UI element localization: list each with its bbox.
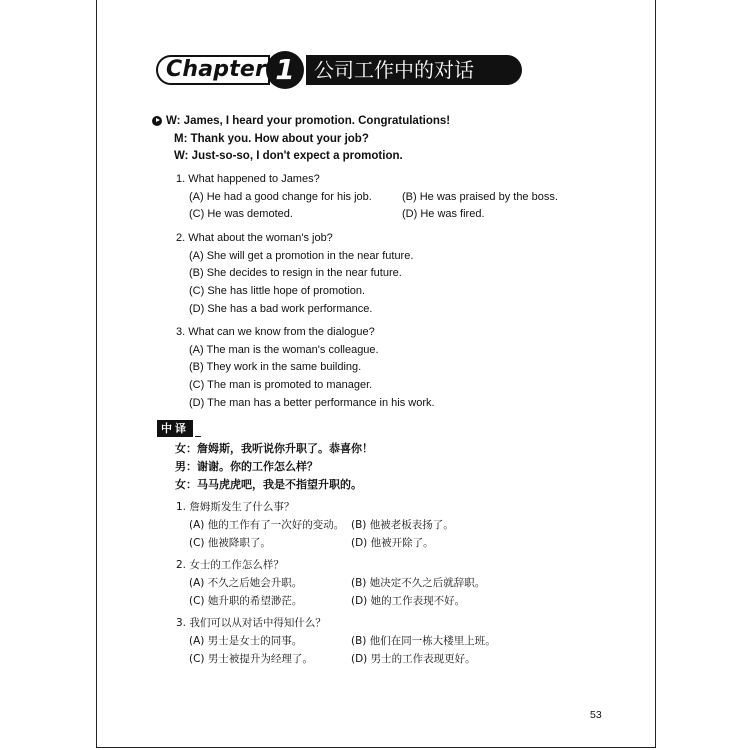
option-d: (D) 男士的工作表现更好。 <box>351 653 476 665</box>
option-a: (A) He had a good change for his job. <box>189 190 372 203</box>
translation-label: 中译 <box>157 420 193 437</box>
chapter-header <box>156 51 526 91</box>
dialogue-line: W: James, I heard your promotion. Congratulations! <box>166 113 450 131</box>
question-text: 1. What happened to James? <box>176 173 320 185</box>
option-a: (A) The man is the woman's colleague. <box>189 343 379 356</box>
option-c: (C) She has little hope of promotion. <box>189 285 366 298</box>
english-dialogue <box>166 113 450 166</box>
dialogue-line: 女：马马虎虎吧，我是不指望升职的。 <box>175 478 362 491</box>
option-b: (B) They work in the same building. <box>189 361 362 374</box>
option-c: (C) The man is promoted to manager. <box>189 379 373 392</box>
zh-question-1 <box>176 498 454 552</box>
option-d: (D) 他被开除了。 <box>351 537 434 549</box>
option-c: (C) 他被降职了。 <box>189 537 271 549</box>
option-c: (C) 男士被提升为经理了。 <box>189 653 313 665</box>
question-text: 2. What about the woman's job? <box>176 232 333 244</box>
option-a: (A) She will get a promotion in the near future. <box>189 249 414 262</box>
option-d: (D) He was fired. <box>402 208 485 221</box>
book-page <box>96 0 656 748</box>
dialogue-line: 男：谢谢。你的工作怎么样？ <box>175 460 318 473</box>
option-b: (B) He was praised by the boss. <box>402 190 558 203</box>
zh-question-2 <box>176 556 485 610</box>
option-c: (C) He was demoted. <box>189 208 293 221</box>
dialogue-line: 女：詹姆斯，我听说你升职了。恭喜你！ <box>175 442 373 455</box>
question-text: 1. 詹姆斯发生了什么事？ <box>176 501 295 513</box>
option-c: (C) 她升职的希望渺茫。 <box>189 595 303 607</box>
dialogue-line: M: Thank you. How about your job? <box>174 132 369 145</box>
dialogue-line: W: Just-so-so, I don't expect a promotion. <box>174 150 403 162</box>
question-text: 2. 女士的工作怎么样？ <box>176 559 284 571</box>
option-d: (D) 她的工作表现不好。 <box>351 595 466 607</box>
option-a: (A) 男士是女士的同事。 <box>189 635 303 647</box>
option-b: (B) 她决定不久之后就辞职。 <box>351 577 486 589</box>
question-2 <box>176 230 413 319</box>
option-b: (B) She decides to resign in the near future. <box>189 267 402 280</box>
chinese-dialogue <box>175 440 373 494</box>
question-text: 3. What can we know from the dialogue? <box>176 326 375 338</box>
option-a: (A) 他的工作有了一次好的变动。 <box>189 519 345 531</box>
question-1 <box>176 171 558 224</box>
chapter-title: 公司工作中的对话 <box>306 55 522 85</box>
option-d: (D) She has a bad work performance. <box>189 302 373 315</box>
chapter-number: 1 <box>266 51 304 89</box>
question-3 <box>176 324 435 413</box>
option-b: (B) 他被老板表扬了。 <box>351 519 454 531</box>
zh-question-3 <box>176 614 496 668</box>
question-text: 3. 我们可以从对话中得知什么？ <box>176 617 326 629</box>
page-number: 53 <box>590 709 602 721</box>
option-d: (D) The man has a better performance in his work. <box>189 396 435 409</box>
play-audio-icon[interactable] <box>152 116 162 126</box>
chapter-label: Chapter <box>156 55 270 85</box>
option-b: (B) 他们在同一栋大楼里上班。 <box>351 635 496 647</box>
option-a: (A) 不久之后她会升职。 <box>189 577 303 589</box>
translation-divider <box>195 436 201 437</box>
